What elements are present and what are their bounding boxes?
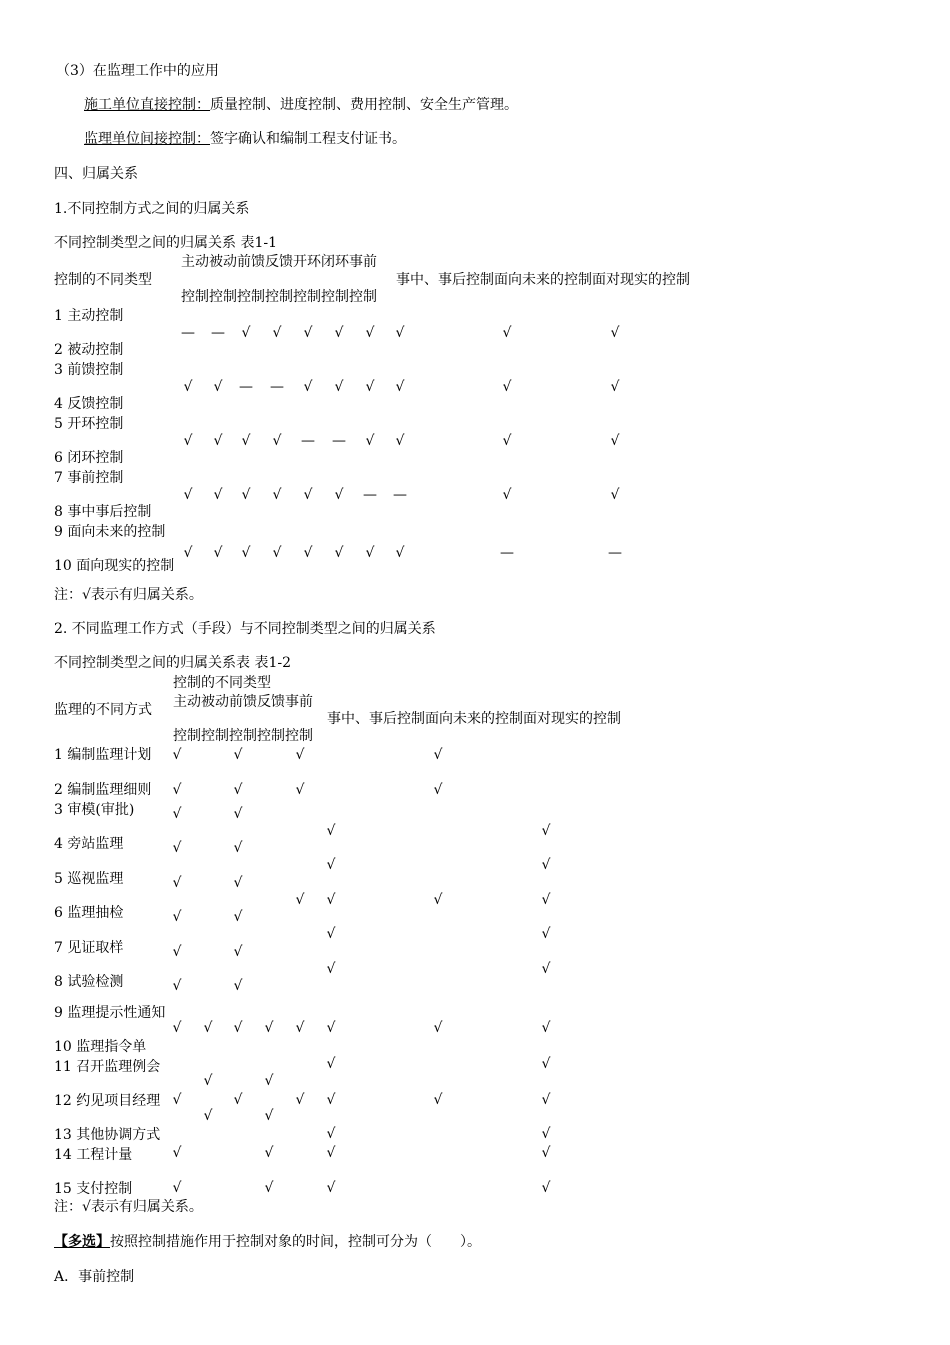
- table-2-row-label: 11 召开监理例会: [54, 1059, 161, 1075]
- table-1-1-mark: √: [183, 379, 193, 395]
- table-1-1-mark: —: [393, 487, 407, 503]
- section-heading-3: （3）在监理工作中的应用: [56, 63, 219, 79]
- table-1-2-caption: 不同控制类型之间的归属关系表 表1-2: [54, 655, 291, 671]
- table-2-check-mark: √: [233, 806, 243, 822]
- table-2-row-label: 4 旁站监理: [54, 836, 124, 852]
- table-1-1-mark: √: [334, 325, 344, 341]
- table-2-check-mark: √: [326, 1180, 336, 1196]
- table-1-1-mark: √: [241, 545, 251, 561]
- table-1-1-mark: √: [395, 379, 405, 395]
- table-2-check-mark: √: [541, 823, 551, 839]
- table-1-1-mark: —: [332, 433, 346, 449]
- table-2-check-mark: √: [295, 1092, 305, 1108]
- table-1-1-row-label: 7 事前控制: [54, 470, 124, 486]
- table-1-1-mark: √: [183, 433, 193, 449]
- table-1-2-header-label: 监理的不同方式: [54, 702, 152, 718]
- table-1-1-row-label: 4 反馈控制: [54, 396, 124, 412]
- table-2-check-mark: √: [172, 1180, 182, 1196]
- question-tag: 【多选】: [54, 1234, 110, 1250]
- table-1-1-mark: —: [239, 379, 253, 395]
- table-2-check-mark: √: [433, 1092, 443, 1108]
- table-1-1-mark: √: [272, 545, 282, 561]
- table-2-check-mark: √: [203, 1108, 213, 1124]
- table-1-2-header-bottom: 控制控制控制控制控制: [173, 728, 313, 744]
- table-2-check-mark: √: [172, 782, 182, 798]
- table-2-check-mark: √: [264, 1145, 274, 1161]
- table-2-check-mark: √: [203, 1073, 213, 1089]
- table-1-1-mark: √: [272, 433, 282, 449]
- table-1-1-mark: —: [608, 545, 622, 561]
- table-1-1-row-label: 1 主动控制: [54, 308, 124, 324]
- table-1-1-mark: √: [502, 325, 512, 341]
- table-1-1-mark: √: [395, 545, 405, 561]
- table-1-1-mark: √: [334, 379, 344, 395]
- table-1-1-mark: √: [365, 325, 375, 341]
- table-2-check-mark: √: [172, 944, 182, 960]
- construction-control-text: 质量控制、进度控制、费用控制、安全生产管理。: [210, 97, 518, 113]
- table-1-1-header-label: 控制的不同类型: [54, 272, 152, 288]
- table-1-1-row-label: 10 面向现实的控制: [54, 558, 175, 574]
- table-1-1-caption: 不同控制类型之间的归属关系 表1-1: [54, 235, 277, 251]
- table-1-2-header-right: 事中、事后控制面向未来的控制面对现实的控制: [327, 711, 621, 727]
- table-2-check-mark: √: [326, 1020, 336, 1036]
- table-1-1-mark: —: [363, 487, 377, 503]
- table-1-1-mark: √: [502, 433, 512, 449]
- supervision-control-text: 签字确认和编制工程支付证书。: [210, 131, 406, 147]
- table-2-check-mark: √: [172, 747, 182, 763]
- table-1-1-row-label: 2 被动控制: [54, 342, 124, 358]
- table-2-check-mark: √: [433, 782, 443, 798]
- table-1-1-mark: √: [395, 325, 405, 341]
- table-1-1-mark: √: [183, 545, 193, 561]
- table-2-check-mark: √: [172, 978, 182, 994]
- table-1-1-mark: √: [610, 487, 620, 503]
- table-1-1-row-label: 9 面向未来的控制: [54, 524, 166, 540]
- table-1-1-mark: √: [213, 487, 223, 503]
- table-2-check-mark: √: [433, 747, 443, 763]
- table-2-check-mark: √: [264, 1108, 274, 1124]
- option-a: A．事前控制: [54, 1269, 135, 1285]
- table-2-row-label: 1 编制监理计划: [54, 747, 152, 763]
- table-1-1-mark: √: [303, 487, 313, 503]
- question-text: 按照控制措施作用于控制对象的时间，控制可分为（ ）。: [110, 1234, 481, 1250]
- table-2-check-mark: √: [541, 892, 551, 908]
- table-2-check-mark: √: [541, 961, 551, 977]
- table-2-row-label: 13 其他协调方式: [54, 1127, 161, 1143]
- table-2-check-mark: √: [172, 1145, 182, 1161]
- table-1-1-mark: —: [181, 325, 195, 341]
- table-2-row-label: 15 支付控制: [54, 1181, 133, 1197]
- table-1-1-mark: √: [334, 545, 344, 561]
- table-2-check-mark: √: [233, 1020, 243, 1036]
- table-2-check-mark: √: [233, 875, 243, 891]
- table-1-1-row-label: 8 事中事后控制: [54, 504, 152, 520]
- table-2-check-mark: √: [541, 1126, 551, 1142]
- table-1-1-mark: √: [213, 433, 223, 449]
- table-2-row-label: 7 见证取样: [54, 940, 124, 956]
- table-2-row-label: 14 工程计量: [54, 1147, 133, 1163]
- table-2-check-mark: √: [172, 875, 182, 891]
- table-2-check-mark: √: [203, 1020, 213, 1036]
- table-2-check-mark: √: [541, 1092, 551, 1108]
- table-2-check-mark: √: [326, 892, 336, 908]
- table-1-1-row-label: 6 闭环控制: [54, 450, 124, 466]
- section-heading-4: 四、归属关系: [54, 166, 138, 182]
- table-1-1-header-bottom: 控制控制控制控制控制控制控制: [181, 289, 377, 305]
- table-2-check-mark: √: [172, 806, 182, 822]
- subheading-1: 1.不同控制方式之间的归属关系: [54, 201, 250, 217]
- table-1-1-mark: √: [241, 487, 251, 503]
- table-1-1-header-right: 事中、事后控制面向未来的控制面对现实的控制: [396, 272, 690, 288]
- table-2-check-mark: √: [326, 857, 336, 873]
- table-1-1-row-label: 3 前馈控制: [54, 362, 124, 378]
- table-2-check-mark: √: [541, 1180, 551, 1196]
- table-2-check-mark: √: [541, 1056, 551, 1072]
- table-1-1-mark: √: [365, 433, 375, 449]
- table-1-2-header-group: 控制的不同类型: [173, 675, 271, 691]
- table-1-1-mark: √: [213, 379, 223, 395]
- table-2-check-mark: √: [233, 782, 243, 798]
- table-1-2-header-top: 主动被动前馈反馈事前: [173, 694, 313, 710]
- table-1-1-mark: √: [183, 487, 193, 503]
- table-1-1-mark: —: [301, 433, 315, 449]
- table-1-1-mark: √: [395, 433, 405, 449]
- table-1-1-mark: √: [213, 545, 223, 561]
- table-2-check-mark: √: [172, 909, 182, 925]
- table-2-row-label: 6 监理抽检: [54, 905, 124, 921]
- table-2-check-mark: √: [264, 1020, 274, 1036]
- table-1-1-mark: √: [303, 325, 313, 341]
- table-1-1-mark: √: [241, 433, 251, 449]
- table-2-check-mark: √: [295, 747, 305, 763]
- table-2-check-mark: √: [326, 926, 336, 942]
- table-1-1-mark: √: [334, 487, 344, 503]
- table-2-row-label: 8 试验检测: [54, 974, 124, 990]
- table-1-1-mark: √: [272, 325, 282, 341]
- table-2-check-mark: √: [541, 1020, 551, 1036]
- table-2-check-mark: √: [326, 823, 336, 839]
- table-1-1-note: 注：√表示有归属关系。: [54, 587, 203, 603]
- table-1-1-mark: √: [502, 379, 512, 395]
- subheading-2: 2. 不同监理工作方式（手段）与不同控制类型之间的归属关系: [54, 621, 436, 637]
- construction-control-label: 施工单位直接控制：: [84, 97, 210, 113]
- table-1-2-note: 注：√表示有归属关系。: [54, 1199, 203, 1215]
- table-2-row-label: 10 监理指令单: [54, 1039, 147, 1055]
- table-2-check-mark: √: [326, 1145, 336, 1161]
- question-line: [54, 1235, 481, 1249]
- table-2-check-mark: √: [295, 1020, 305, 1036]
- table-2-check-mark: √: [541, 1145, 551, 1161]
- table-2-row-label: 3 审模(审批): [54, 802, 135, 818]
- table-1-1-mark: √: [241, 325, 251, 341]
- table-2-check-mark: √: [233, 978, 243, 994]
- supervision-control-line: [84, 132, 406, 146]
- table-2-check-mark: √: [264, 1180, 274, 1196]
- construction-control-line: [84, 98, 518, 112]
- table-2-row-label: 2 编制监理细则: [54, 782, 152, 798]
- table-1-1-mark: √: [610, 379, 620, 395]
- table-1-1-mark: √: [610, 433, 620, 449]
- table-1-1-row-label: 5 开环控制: [54, 416, 124, 432]
- table-2-check-mark: √: [326, 1092, 336, 1108]
- table-2-check-mark: √: [172, 1092, 182, 1108]
- table-2-check-mark: √: [233, 747, 243, 763]
- table-2-row-label: 5 巡视监理: [54, 871, 124, 887]
- table-2-check-mark: √: [541, 926, 551, 942]
- table-2-check-mark: √: [326, 961, 336, 977]
- table-1-1-mark: —: [211, 325, 225, 341]
- supervision-control-label: 监理单位间接控制：: [84, 131, 210, 147]
- table-1-1-mark: √: [365, 379, 375, 395]
- table-1-1-mark: √: [303, 379, 313, 395]
- table-1-1-mark: —: [500, 545, 514, 561]
- table-1-1-mark: √: [303, 545, 313, 561]
- table-2-check-mark: √: [233, 1092, 243, 1108]
- table-1-1-mark: √: [502, 487, 512, 503]
- table-1-1-header-top: 主动被动前馈反馈开环闭环事前: [181, 254, 377, 270]
- table-2-check-mark: √: [433, 1020, 443, 1036]
- table-2-check-mark: √: [433, 892, 443, 908]
- table-2-check-mark: √: [172, 840, 182, 856]
- table-2-check-mark: √: [326, 1126, 336, 1142]
- table-2-row-label: 9 监理提示性通知: [54, 1005, 166, 1021]
- table-2-check-mark: √: [233, 840, 243, 856]
- table-2-check-mark: √: [295, 892, 305, 908]
- table-2-check-mark: √: [233, 909, 243, 925]
- table-1-1-mark: —: [270, 379, 284, 395]
- table-1-1-mark: √: [610, 325, 620, 341]
- table-2-check-mark: √: [264, 1073, 274, 1089]
- table-2-check-mark: √: [326, 1056, 336, 1072]
- table-1-1-mark: √: [272, 487, 282, 503]
- table-2-row-label: 12 约见项目经理: [54, 1093, 161, 1109]
- table-2-check-mark: √: [233, 944, 243, 960]
- table-2-check-mark: √: [295, 782, 305, 798]
- table-2-check-mark: √: [541, 857, 551, 873]
- table-2-check-mark: √: [172, 1020, 182, 1036]
- table-1-1-mark: √: [365, 545, 375, 561]
